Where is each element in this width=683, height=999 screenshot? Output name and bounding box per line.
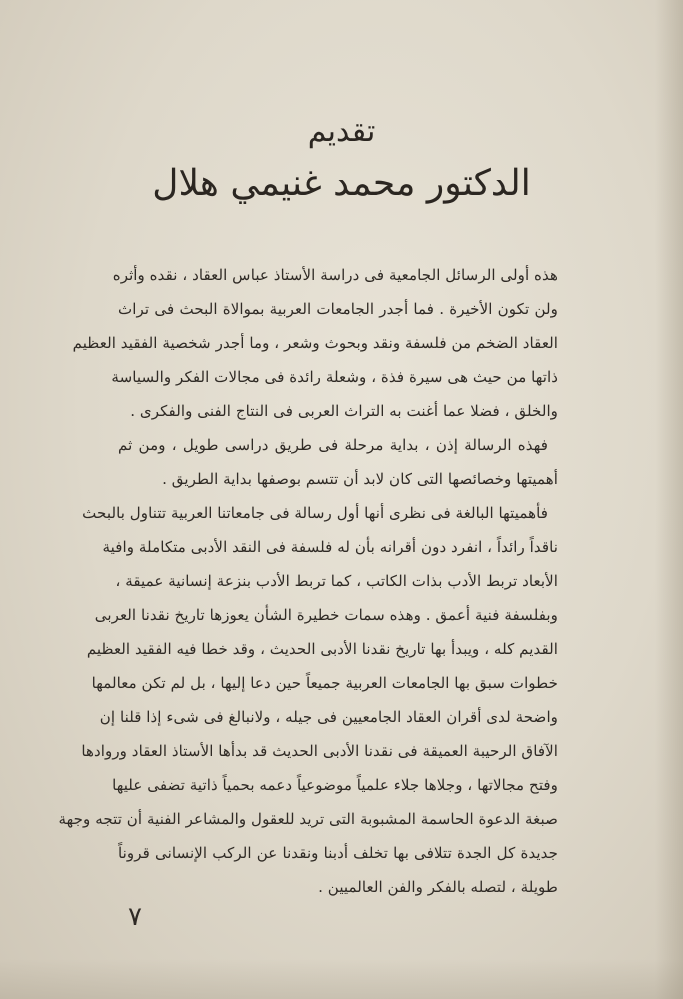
text-line: والخلق ، فضلا عما أغنت به التراث العربى فى النتاج الفنى والفكرى . <box>130 402 558 420</box>
text-line: ولن تكون الأخيرة . فما أجدر الجامعات العربية بموالاة البحث فى تراث <box>118 300 558 318</box>
text-line: خطوات سبق بها الجامعات العربية جميعاً حين دعا إليها ، بل لم تكن معالمها <box>91 674 558 692</box>
text-line: أهميتها وخصائصها التى كان لابد أن تتسم بوصفها بداية الطريق . <box>162 470 558 488</box>
text-line: فهذه الرسالة إذن ، بداية مرحلة فى طريق دراسى طويل ، ومن ثم <box>118 436 548 454</box>
text-line: طويلة ، لتصله بالفكر والفن العالميين . <box>318 878 558 896</box>
text-line: العقاد الضخم من فلسفة ونقد وبحوث وشعر ، وما أجدر شخصية الفقيد العظيم <box>72 334 558 352</box>
text-line: هذه أولى الرسائل الجامعية فى دراسة الأستاذ عباس العقاد ، نقده وأثره <box>112 266 558 284</box>
text-line: القديم كله ، ويبدأ بها تاريخ نقدنا الأدبى الحديث ، وقد خطا فيه الفقيد العظيم <box>86 640 558 658</box>
text-line: وفتح مجالاتها ، وجلاها جلاء علمياً موضوعياً دعمه بحمياً ذاتية تضفى عليها <box>112 776 558 794</box>
heading-author: الدكتور محمد غنيمي هلال <box>152 163 531 204</box>
text-line: صبغة الدعوة الحاسمة المشبوبة التى تريد للعقول والمشاعر الفنية أن تتجه وجهة <box>58 810 558 828</box>
text-line: ناقداً رائداً ، انفرد دون أقرانه بأن له فلسفة فى النقد الأدبى متكاملة وافية <box>102 538 558 556</box>
text-line: جديدة كل الجدة تتلافى بها تخلف أدبنا ونقدنا عن الركب الإنسانى قروناً <box>118 844 558 862</box>
text-line: ذاتها من حيث هى سيرة فذة ، وشعلة رائدة فى مجالات الفكر والسياسة <box>111 368 558 386</box>
page-number: ٧ <box>128 902 142 932</box>
body-text <box>58 258 558 904</box>
text-line: واضحة لدى أقران العقاد الجامعيين فى جيله ، ولانبالغ فى شىء إذا قلنا إن <box>99 708 558 726</box>
chapter-heading <box>0 112 683 210</box>
heading-title: تقديم <box>307 114 376 149</box>
text-line: الآفاق الرحيبة العميقة فى نقدنا الأدبى الحديث قد بدأها الأستاذ العقاد وروادها <box>81 742 558 760</box>
text-line: الأبعاد تربط الأدب بذات الكاتب ، كما تربط الأدب بنزعة إنسانية عميقة ، <box>115 572 558 590</box>
page-bottom-shadow <box>0 959 683 999</box>
text-line: فأهميتها البالغة فى نظرى أنها أول رسالة فى جامعاتنا العربية تتناول بالبحث <box>82 504 548 522</box>
text-line: وبفلسفة فنية أعمق . وهذه سمات خطيرة الشأن يعوزها تاريخ نقدنا العربى <box>94 606 558 624</box>
